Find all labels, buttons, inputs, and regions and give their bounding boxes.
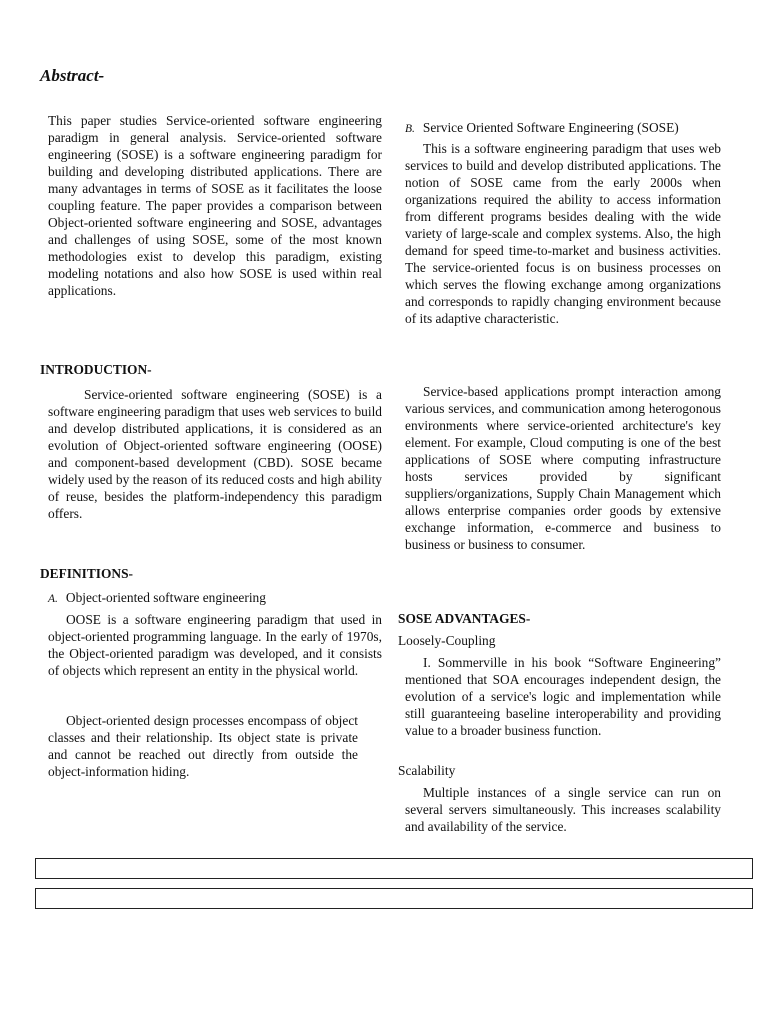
introduction-text: Service-oriented software engineering (SOSE) is a software engineering paradigm that uses web services to build and develop distributed applications, it is considered as an evolution of Object-oriented software engineering (OOSE) and component-based development (CBD). SOSE became widely used by the reason of its reduced costs and high ability of reuse, besides the platform-independency this paradigm offers. <box>48 387 382 521</box>
sose-paragraph-1: This is a software engineering paradigm that uses web services to build and develop distributed applications. The notion of SOSE came from the early 2000s when organizations required the ability to access information from different programs besides dealing with the wide variety of large-scale and complex systems. Also, the high demand for speed time-to-market and business activities. The service-oriented focus is on business processes on which serves the flowing exchange among organizations and corresponds to rapidly changing environment because of its adaptive characteristic. <box>405 141 721 326</box>
subsection-b-title: B. Service Oriented Software Engineering (SOSE) <box>405 120 679 135</box>
oose-paragraph-2: Object-oriented design processes encompass of object classes and their relationship. Its object state is private and cannot be reached out directly from outside the object-information hiding. <box>48 713 358 779</box>
footer-box-2 <box>35 888 753 909</box>
subsection-b-label: B. <box>405 123 415 135</box>
scalability-text: Multiple instances of a single service can run on several servers simultaneously. This increases scalability and availability of the service. <box>405 785 721 834</box>
subsection-a-title: A. Object-oriented software engineering <box>48 590 266 605</box>
abstract-text: This paper studies Service-oriented software engineering paradigm in general analysis. Service-oriented software engineering (SOSE) is a software engineering paradigm for building and developing distributed applications. There are many advantages in terms of SOSE as it facilitates the loose coupling feature. The paper provides a comparison between Object-oriented software engineering and SOSE, advantages and challenges of using SOSE, some of the most known methodologies exist to develop this paradigm, existing modeling notations and also how SOSE is used within real applications. <box>48 113 382 298</box>
definitions-heading: DEFINITIONS- <box>40 566 134 581</box>
oose-paragraph-1: OOSE is a software engineering paradigm that used in object-oriented programming language. In the early of 1970s, the Object-oriented paradigm was developed, and it consists of objects which represent an entity in the physical world. <box>48 612 382 678</box>
loosely-coupling-text: I. Sommerville in his book “Software Engineering” mentioned that SOA encourages independent design, the evolution of a service's logic and implementation while still guaranteeing baseline interoperability and providing value to a broader business function. <box>405 655 721 738</box>
introduction-heading: INTRODUCTION- <box>40 362 152 377</box>
page-title: Abstract- <box>40 66 105 85</box>
advantages-heading: SOSE ADVANTAGES- <box>398 611 531 626</box>
scalability-title: Scalability <box>398 763 456 778</box>
subsection-a-label: A. <box>48 593 58 605</box>
sose-paragraph-2: Service-based applications prompt interaction among various services, and communication among heterogonous environments where service-oriented architecture's key element. For example, Cloud computing is one of the best applications of SOSE where computing infrastructure hosts services provided by significant suppliers/organizations, Supply Chain Management which allows enterprise companies order goods by extensive exchange information, e-commerce and business to business or business to consumer. <box>405 384 721 552</box>
footer-box-1 <box>35 858 753 879</box>
loosely-coupling-title: Loosely-Coupling <box>398 633 496 648</box>
